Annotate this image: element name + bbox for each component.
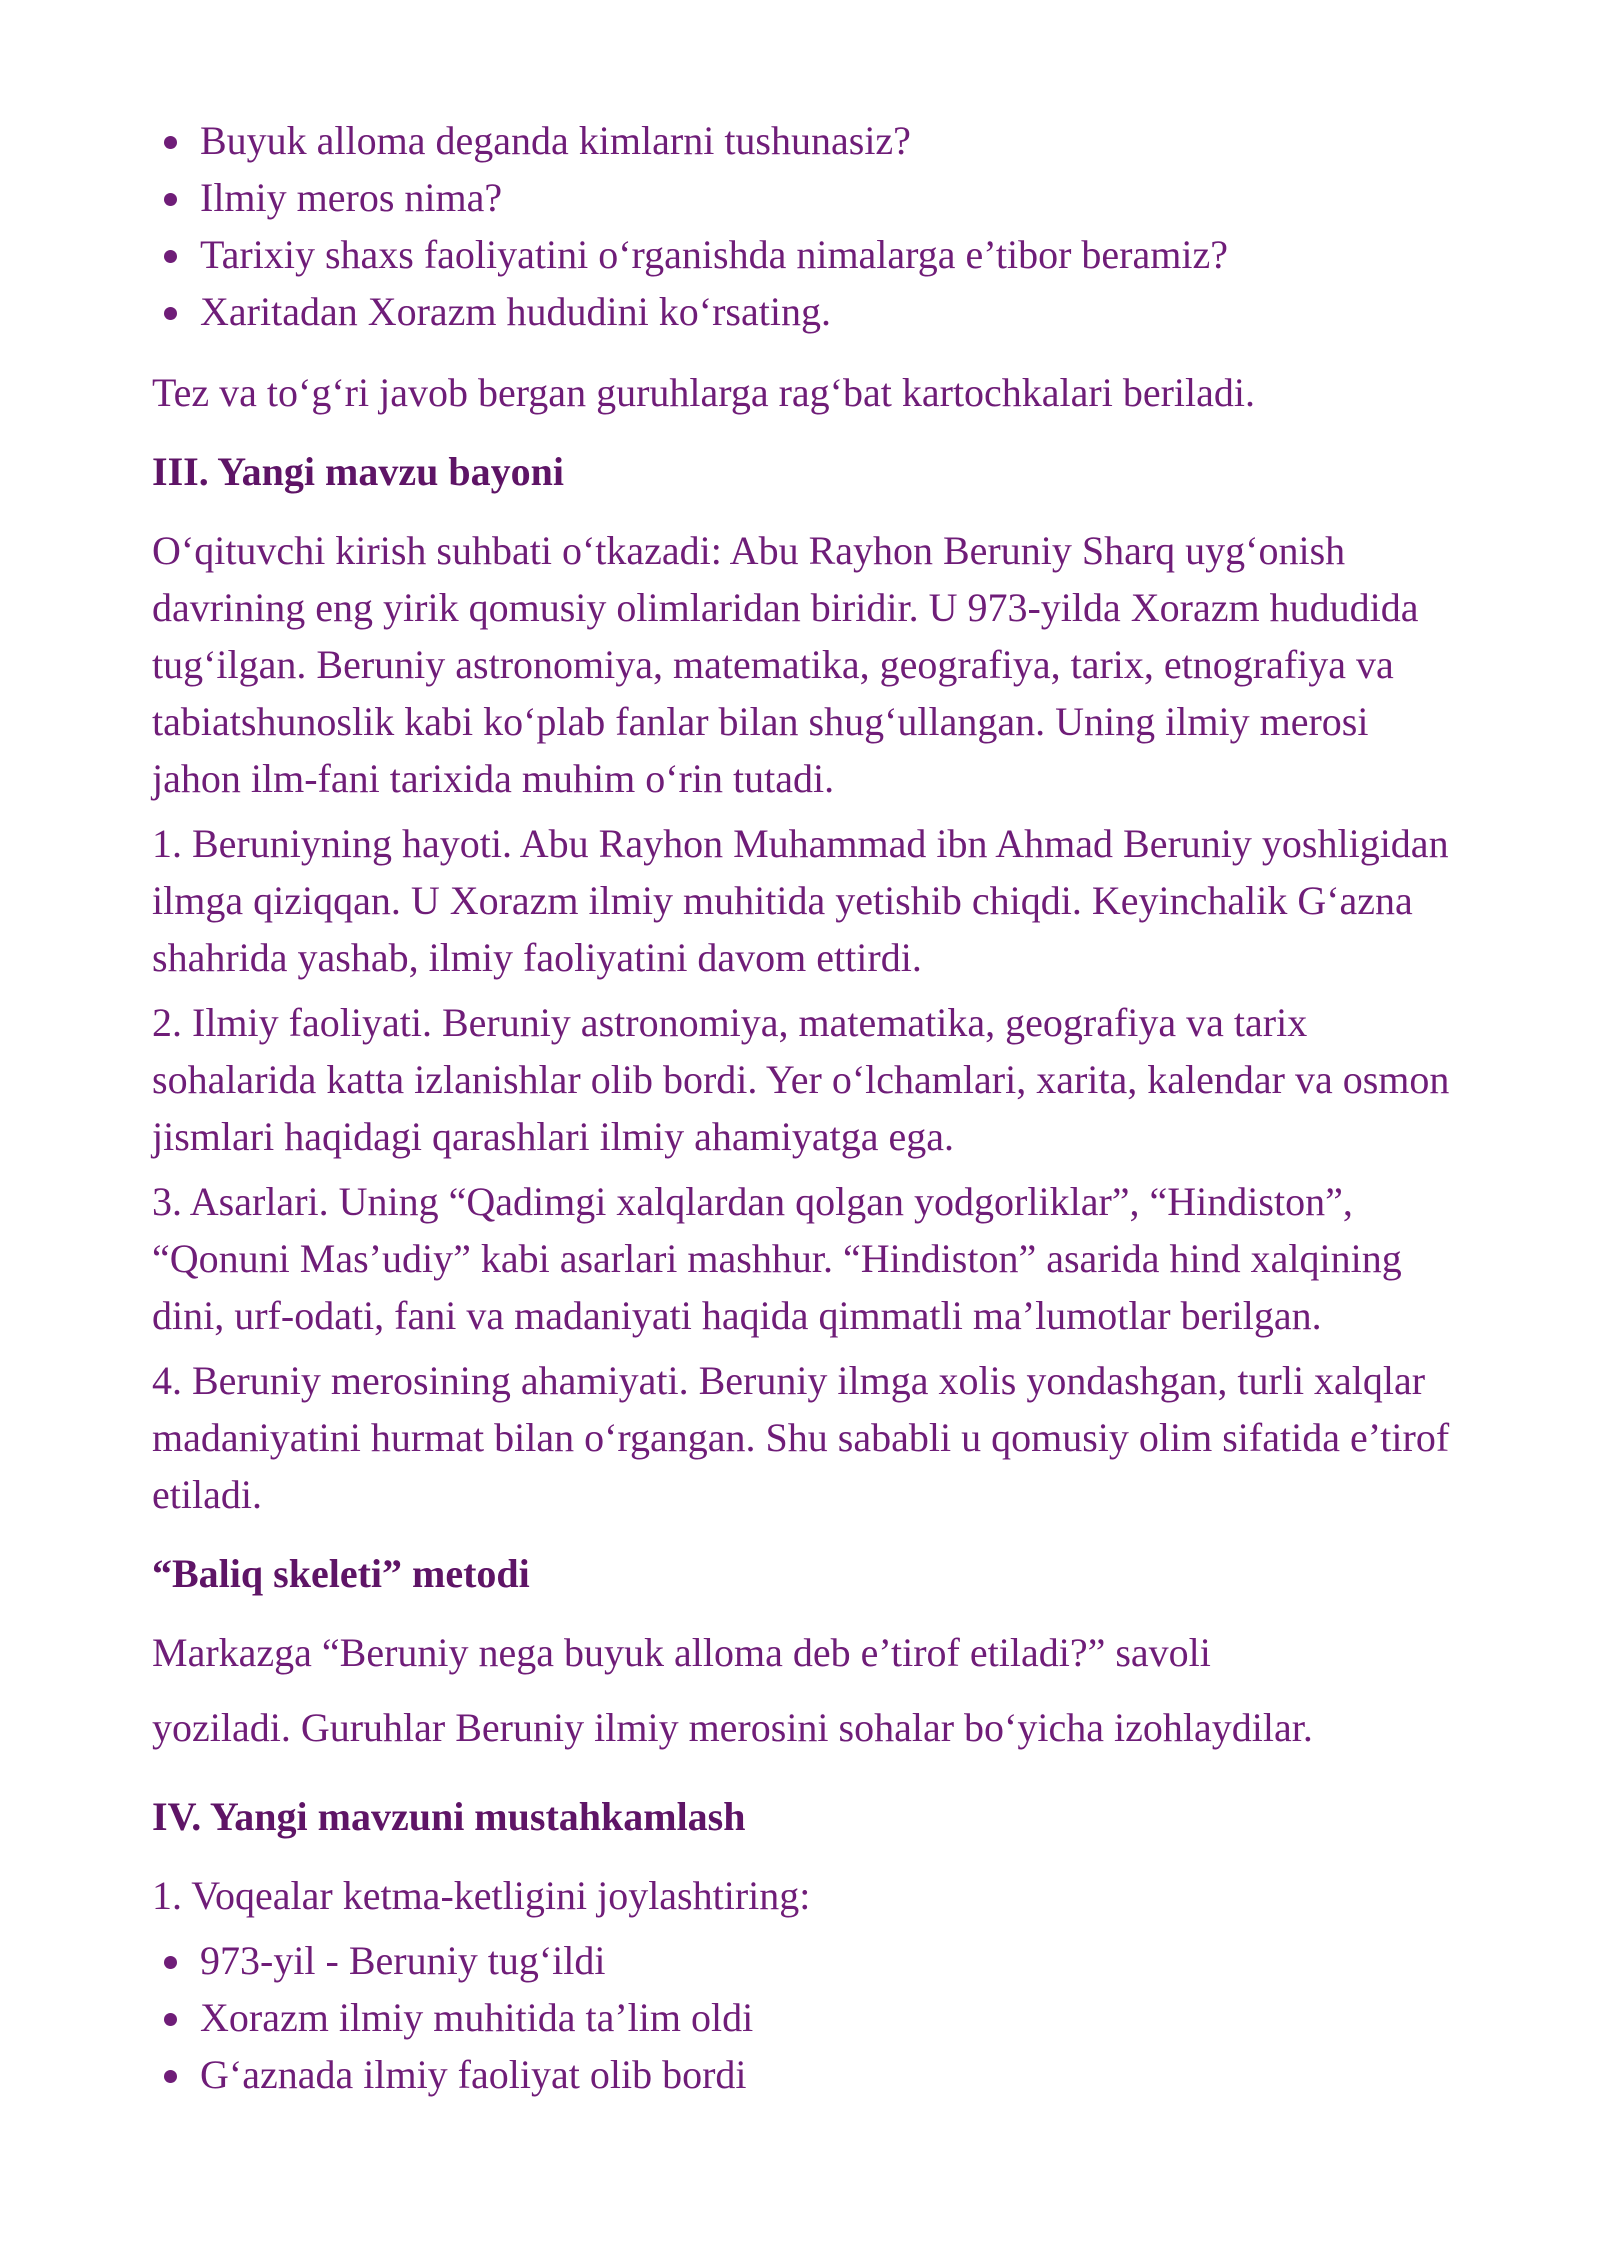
bullet-icon <box>164 250 177 263</box>
list-item: Tarixiy shaxs faoliyatini o‘rganishda nimalarga e’tibor beramiz? <box>152 226 1450 283</box>
section-4-heading: IV. Yangi mavzuni mustahkamlash <box>152 1794 746 1839</box>
list-item: Ilmiy meros nima? <box>152 169 1450 226</box>
bullet-icon <box>164 2013 177 2026</box>
section-3-heading: III. Yangi mavzu bayoni <box>152 449 564 494</box>
point-works: 3. Asarlari. Uning “Qadimgi xalqlardan qolgan yodgorliklar”, “Hindiston”, “Qonuni Mas’udiy” kabi asarlari mashhur. “Hindiston” asarida hind xalqining dini, urf-odati, fani va madaniyati haqida qimmatli ma’lumotlar berilgan. <box>152 1179 1402 1338</box>
list-item: G‘aznada ilmiy faoliyat olib bordi <box>152 2046 1450 2103</box>
bullet-icon <box>164 307 177 320</box>
point-life: 1. Beruniyning hayoti. Abu Rayhon Muhammad ibn Ahmad Beruniy yoshligidan ilmga qiziqqan. U Xorazm ilmiy muhitida yetishib chiqdi. Keyinchalik G‘azna shahrida yashab, ilmiy faoliyatini davom ettirdi. <box>152 821 1449 980</box>
method-heading: “Baliq skeleti” metodi <box>152 1551 530 1596</box>
reward-note: Tez va to‘g‘ri javob bergan guruhlarga rag‘bat kartochkalari beriladi. <box>152 370 1256 415</box>
method-line-1: Markazga “Beruniy nega buyuk alloma deb e’tirof etiladi?” savoli <box>152 1630 1211 1675</box>
bullet-icon <box>164 136 177 149</box>
method-line-2: yoziladi. Guruhlar Beruniy ilmiy merosini sohalar bo‘yicha izohlaydilar. <box>152 1705 1313 1750</box>
sequence-bullet-list <box>152 1932 1450 2103</box>
bullet-icon <box>164 1956 177 1969</box>
bullet-icon <box>164 2070 177 2083</box>
list-item: Xaritadan Xorazm hududini ko‘rsating. <box>152 283 1450 340</box>
point-scientific-activity: 2. Ilmiy faoliyati. Beruniy astronomiya, matematika, geografiya va tarix sohalarida katta izlanishlar olib bordi. Yer o‘lchamlari, xarita, kalendar va osmon jismlari haqidagi qarashlari ilmiy ahamiyatga ega. <box>152 1000 1450 1159</box>
point-legacy: 4. Beruniy merosining ahamiyati. Beruniy ilmga xolis yondashgan, turli xalqlar madaniyatini hurmat bilan o‘rgangan. Shu sababli u qomusiy olim sifatida e’tirof etiladi. <box>152 1358 1450 1517</box>
section-4-task: 1. Voqealar ketma-ketligini joylashtiring: <box>152 1873 811 1918</box>
section-3-intro: O‘qituvchi kirish suhbati o‘tkazadi: Abu Rayhon Beruniy Sharq uyg‘onish davrining eng yirik qomusiy olimlaridan biridir. U 973-yilda Xorazm hududida tug‘ilgan. Beruniy astronomiya, matematika, geografiya, tarix, etnografiya va tabiatshunoslik kabi ko‘plab fanlar bilan shug‘ullangan. Uning ilmiy merosi jahon ilm-fani tarixida muhim o‘rin tutadi. <box>152 528 1419 801</box>
list-item: Xorazm ilmiy muhitida ta’lim oldi <box>152 1989 1450 2046</box>
bullet-icon <box>164 193 177 206</box>
list-item: Buyuk alloma deganda kimlarni tushunasiz? <box>152 112 1450 169</box>
top-bullet-list <box>152 112 1450 340</box>
list-item: 973-yil - Beruniy tug‘ildi <box>152 1932 1450 1989</box>
